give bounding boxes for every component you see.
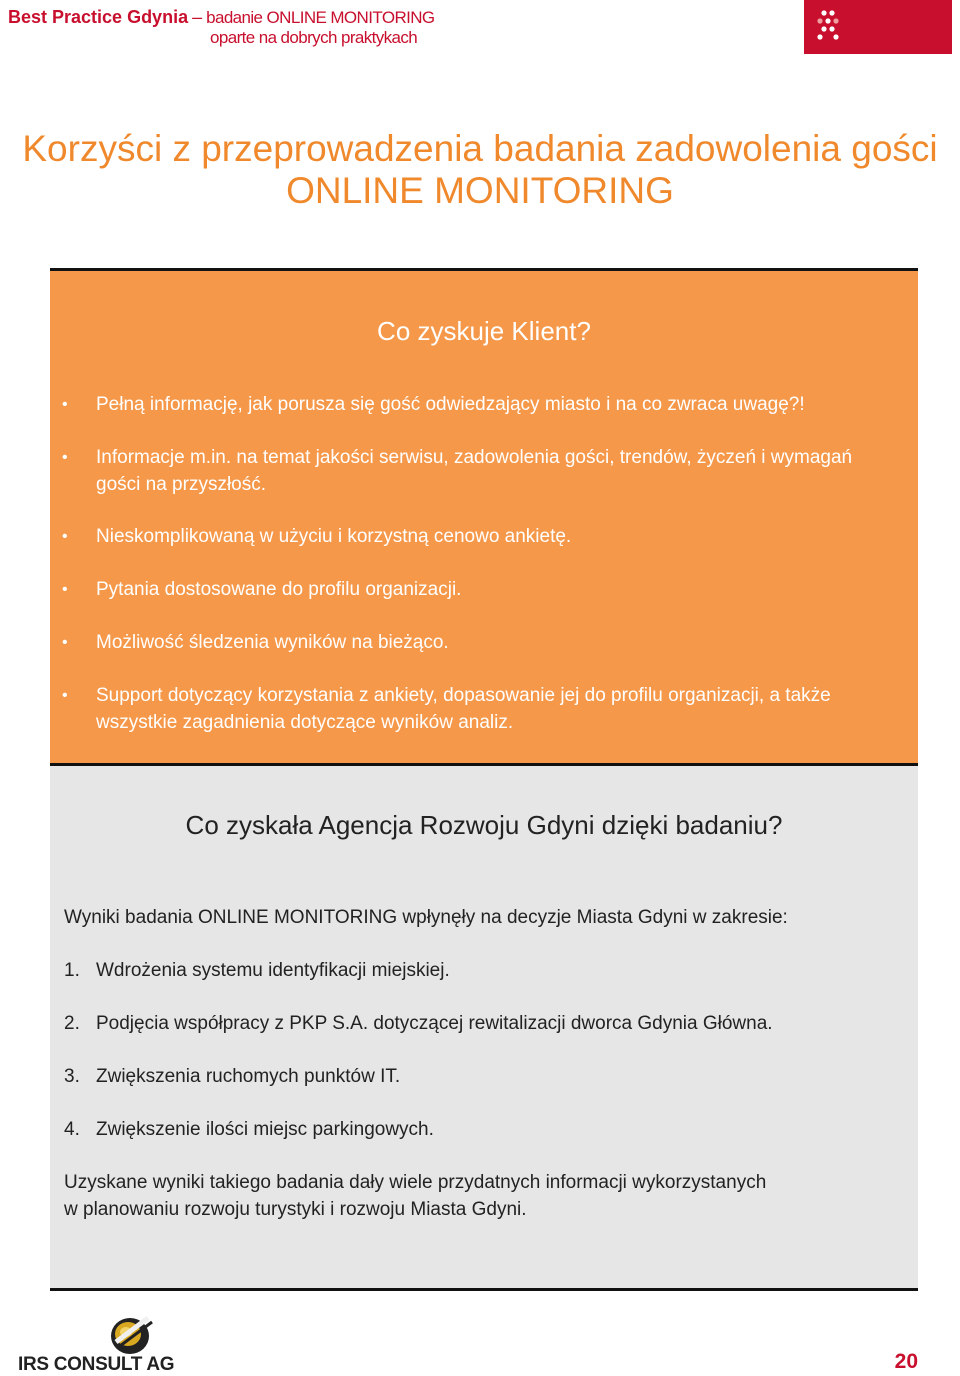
item-number: 3. xyxy=(64,1066,80,1087)
header-subtitle-line2: oparte na dobrych praktykach xyxy=(210,28,418,47)
agency-result-item xyxy=(64,1116,434,1143)
client-benefit-item: • Pełną informację, jak porusza się gość odwiedzający miasto i na co zwraca uwagę?! xyxy=(96,391,898,418)
footer-company-logo xyxy=(18,1310,175,1376)
agency-intro-text: Wyniki badania ONLINE MONITORING wpłynęły na decyzje Miasta Gdyni w zakresie: xyxy=(64,907,788,928)
item-text: Wdrożenia systemu identyfikacji miejskiej. xyxy=(96,960,450,981)
agency-benefits-heading: Co zyskała Agencja Rozwoju Gdyni dzięki badaniu? xyxy=(185,810,783,840)
page-title xyxy=(0,128,960,212)
agency-summary-line2: w planowaniu rozwoju turystyki i rozwoju Miasta Gdyni. xyxy=(64,1199,527,1220)
item-text: Zwiększenia ruchomych punktów IT. xyxy=(96,1066,401,1087)
client-benefits-heading: Co zyskuje Klient? xyxy=(377,316,591,346)
client-benefit-item: • Pytania dostosowane do profilu organizacji. xyxy=(96,576,898,603)
agency-result-item xyxy=(64,1010,773,1037)
header-branding xyxy=(8,8,435,46)
dots-logo-icon xyxy=(810,8,850,46)
company-disc-icon xyxy=(108,1312,156,1356)
client-benefit-item: • Nieskomplikowaną w użyciu i korzystną cenowo ankietę. xyxy=(96,523,898,550)
agency-result-item xyxy=(64,957,450,984)
client-benefit-item: • Informacje m.in. na temat jakości serwisu, zadowolenia gości, trendów, życzeń i wymagań gości na przyszłość. xyxy=(96,444,898,498)
header-logo xyxy=(804,0,952,54)
agency-benefits-panel xyxy=(50,766,918,1291)
page-number: 20 xyxy=(894,1350,918,1373)
page-title-line2: ONLINE MONITORING xyxy=(286,170,674,211)
brand-name: Best Practice Gdynia xyxy=(8,7,189,27)
item-number: 1. xyxy=(64,960,80,981)
client-benefits-panel xyxy=(50,268,918,766)
header-subtitle-line1: badanie ONLINE MONITORING xyxy=(206,8,435,27)
item-text: Zwiększenie ilości miejsc parkingowych. xyxy=(96,1119,434,1140)
item-text: Podjęcia współpracy z PKP S.A. dotyczącej rewitalizacji dworca Gdynia Główna. xyxy=(96,1013,773,1034)
agency-result-item xyxy=(64,1063,400,1090)
item-number: 4. xyxy=(64,1119,80,1140)
footer-company-name: IRS CONSULT AG xyxy=(18,1354,175,1375)
client-benefit-item: • Możliwość śledzenia wyników na bieżąco. xyxy=(96,629,898,656)
page-title-line1: Korzyści z przeprowadzenia badania zadowolenia gości xyxy=(22,128,938,169)
item-number: 2. xyxy=(64,1013,80,1034)
client-benefit-item: • Support dotyczący korzystania z ankiety, dopasowanie jej do profilu organizacji, a także wszystkie zagadnienia dotyczące wyników analiz. xyxy=(96,682,898,736)
agency-summary-line1: Uzyskane wyniki takiego badania dały wiele przydatnych informacji wykorzystanych xyxy=(64,1172,767,1193)
brand-dash: – xyxy=(192,7,203,27)
